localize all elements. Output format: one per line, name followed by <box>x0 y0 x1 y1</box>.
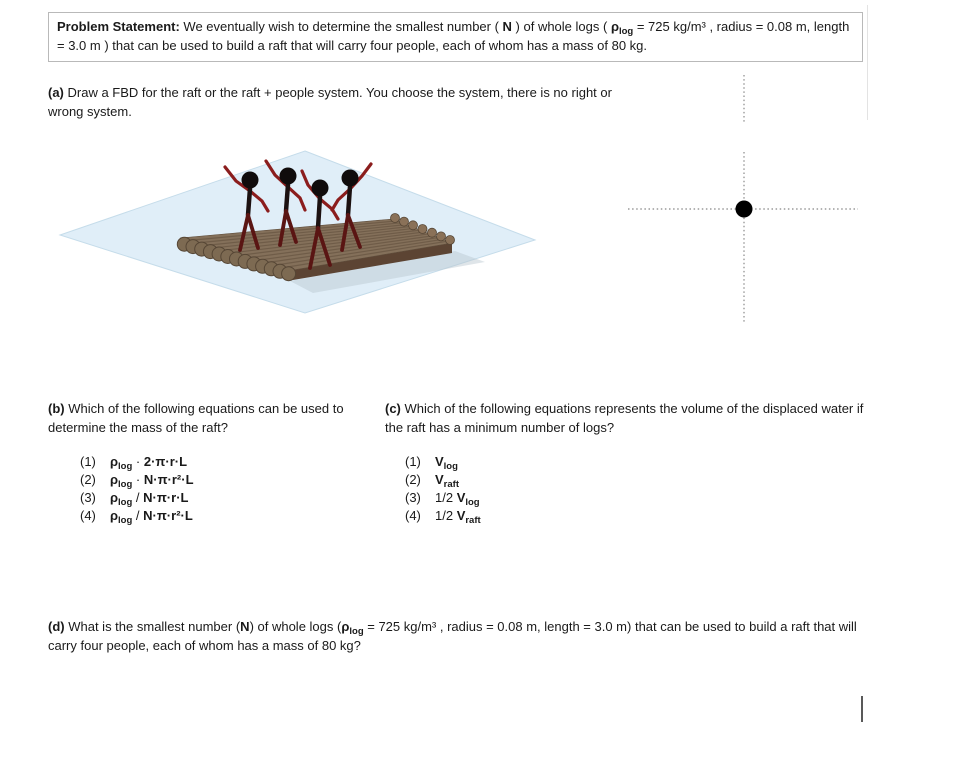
part-d-label: (d) <box>48 619 65 634</box>
problem-text-1: We eventually wish to determine the smallest number ( <box>179 19 503 34</box>
part-c-option-1 <box>405 453 481 471</box>
raft-scene-illustration <box>55 143 575 325</box>
part-c-question <box>385 400 867 437</box>
option-number: (4) <box>80 508 96 523</box>
rho-subscript: log <box>349 626 364 637</box>
volume-symbol: V <box>435 454 444 469</box>
part-b-option-1 <box>80 453 194 471</box>
volume-symbol: V <box>456 490 466 505</box>
problem-text-2: ) of whole logs ( <box>511 19 611 34</box>
option-number: (3) <box>80 490 96 505</box>
volume-subscript: raft <box>465 515 481 526</box>
part-b-options <box>80 453 194 525</box>
part-a-label: (a) <box>48 85 64 100</box>
part-b-option-3 <box>80 489 194 507</box>
log-top-end <box>409 221 418 230</box>
operator: / <box>132 508 144 523</box>
part-b-option-2 <box>80 471 194 489</box>
problem-statement-label: Problem Statement: <box>57 19 180 34</box>
part-c-options <box>405 453 481 525</box>
part-c-option-2 <box>405 471 481 489</box>
rho-symbol: ρ <box>110 454 119 469</box>
part-a-text: Draw a FBD for the raft or the raft + people system. You choose the system, there is no right or wrong system. <box>48 85 612 119</box>
rho-symbol: ρ <box>110 490 119 505</box>
rho-subscript: log <box>618 26 634 37</box>
log-top-end <box>400 217 409 226</box>
equation-expression: N·π·r²·L <box>143 508 193 523</box>
rho-subscript: log <box>118 515 133 526</box>
volume-symbol: V <box>435 472 444 487</box>
equation-expression: 2·π·r·L <box>143 454 188 469</box>
rho-symbol: ρ <box>110 508 119 523</box>
torso <box>318 197 320 229</box>
rho-subscript: log <box>118 461 133 472</box>
part-d-text-3: = 725 kg/m³ , radius = 0.08 m, length = 3.0 m) that can be used to build a raft that will carry four people, each of whom has a mass of 80 kg? <box>48 619 857 653</box>
equation-expression: N·π·r·L <box>143 490 189 505</box>
torso <box>248 189 250 216</box>
part-c-option-4 <box>405 507 481 525</box>
operator: / <box>132 490 144 505</box>
volume-symbol: V <box>456 508 466 523</box>
log-top-end <box>428 228 437 237</box>
head <box>342 170 359 187</box>
part-a-question <box>48 84 648 121</box>
fraction-prefix: 1/2 <box>435 508 457 523</box>
option-number: (2) <box>80 472 96 487</box>
part-b-question <box>48 400 380 437</box>
head <box>280 168 297 185</box>
option-number: (3) <box>405 490 421 505</box>
fraction-prefix: 1/2 <box>435 490 457 505</box>
page-edge-line <box>867 5 868 120</box>
head <box>242 172 259 189</box>
operator: · <box>132 454 144 469</box>
text-cursor[interactable] <box>861 696 863 722</box>
volume-subscript: log <box>465 497 480 508</box>
log-end <box>282 267 296 281</box>
torso <box>348 187 350 216</box>
fbd-origin-dot <box>736 201 753 218</box>
rho-symbol: ρ <box>110 472 119 487</box>
operator: · <box>132 472 144 487</box>
rho-subscript: log <box>118 479 133 490</box>
part-b-option-4 <box>80 507 194 525</box>
volume-subscript: log <box>443 461 458 472</box>
n-symbol: N <box>502 19 512 34</box>
rho-symbol: ρ <box>341 619 350 634</box>
head <box>312 180 329 197</box>
option-number: (2) <box>405 472 421 487</box>
n-symbol: N <box>240 619 250 634</box>
problem-text-3: = 725 kg/m³ , radius = 0.08 m, length = 3.0 m ) that can be used to build a raft that will carry four people, each of whom has a mass of 80 kg. <box>57 19 850 53</box>
part-b-text: Which of the following equations can be used to determine the mass of the raft? <box>48 401 344 435</box>
log-top-end <box>391 214 400 223</box>
problem-statement-box <box>48 12 863 62</box>
log-top-end <box>446 236 455 245</box>
equation-expression: N·π·r²·L <box>143 472 194 487</box>
rho-subscript: log <box>118 497 133 508</box>
option-number: (1) <box>405 454 421 469</box>
part-d-question <box>48 618 866 655</box>
volume-subscript: raft <box>443 479 459 490</box>
fbd-axes <box>600 60 880 330</box>
part-d-text-1: What is the smallest number ( <box>64 619 241 634</box>
torso <box>286 185 288 212</box>
part-c-label: (c) <box>385 401 401 416</box>
option-number: (4) <box>405 508 421 523</box>
option-number: (1) <box>80 454 96 469</box>
rho-symbol: ρ <box>610 19 619 34</box>
log-top-end <box>437 232 446 241</box>
part-c-option-3 <box>405 489 481 507</box>
part-b-label: (b) <box>48 401 65 416</box>
part-d-text-2: ) of whole logs ( <box>249 619 342 634</box>
log-top-end <box>418 225 427 234</box>
part-c-text: Which of the following equations represents the volume of the displaced water if the raft has a minimum number of logs? <box>385 401 864 435</box>
